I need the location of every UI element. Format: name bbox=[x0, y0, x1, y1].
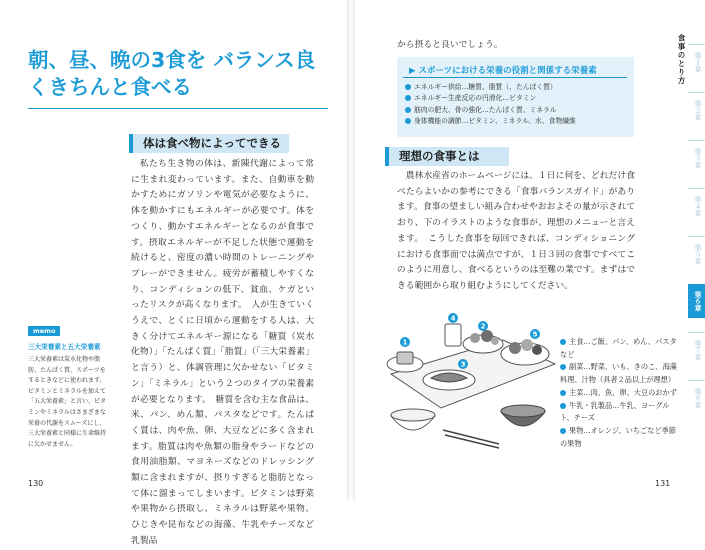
title-divider bbox=[28, 108, 328, 109]
box-divider bbox=[403, 77, 627, 78]
right-page bbox=[355, 0, 705, 500]
bullet-icon bbox=[405, 118, 411, 124]
chapter-label: 食事のとり方 bbox=[677, 34, 686, 85]
page-title: 朝、昼、晩の3食を バランス良くきちんと食べる bbox=[28, 48, 316, 99]
food-group-item: 果物…オレンジ、いちごなど季節の果物 bbox=[560, 425, 676, 448]
gutter bbox=[347, 0, 355, 500]
bullet-icon bbox=[405, 95, 411, 101]
left-page bbox=[0, 0, 347, 546]
box-title: ▶ スポーツにおける栄養の役割と関係する栄養素 bbox=[409, 66, 597, 76]
right-body-text: 農林水産省のホームページには、１日に何を、どれだけ食べたらよいかの参考にできる「食事バランスガイド」があります。食事の望ましい組み合わせやおおよその量が示されており、下のイラストのような食事が、理想のメニューと言えます。 こうした食事を毎回できれば、コンディショニングにおける食事面では満点ですが、１日３回の食事ですべてこのように用意し、食べるというのは至難の業です。まずはできる範囲から取り組むようにしてください。 bbox=[397, 171, 635, 291]
page-number-left: 130 bbox=[28, 479, 44, 488]
bullet-icon bbox=[405, 84, 411, 90]
bullet-icon bbox=[560, 390, 566, 396]
food-group-item: 牛乳・乳製品…牛乳、ヨーグルト、チーズ bbox=[560, 400, 670, 423]
box-item: 筋肉の肥大、骨の強化…たんぱく質、ミネラル bbox=[405, 105, 576, 116]
chapter-tab-8[interactable]: 第８章 bbox=[688, 380, 705, 415]
food-group-item: 主菜…肉、魚、卵、大豆のおかず bbox=[560, 387, 678, 400]
bullet-icon bbox=[560, 339, 566, 345]
marker-4: 4 bbox=[450, 314, 456, 323]
cup-icon bbox=[445, 324, 461, 346]
box-item: エネルギー供給…糖質、脂質（、たんぱく質） bbox=[405, 82, 576, 93]
carry-over-text: から摂ると良いでしょう。 bbox=[397, 40, 503, 50]
vegetable-bowl-icon bbox=[463, 330, 503, 353]
memo-tag: memo bbox=[28, 326, 60, 336]
memo-sidebar bbox=[28, 318, 106, 450]
marker-1: 1 bbox=[402, 338, 408, 347]
marker-2: 2 bbox=[480, 322, 486, 331]
chapter-tab-4[interactable]: 第４章 bbox=[688, 188, 705, 223]
nutrient-role-box bbox=[397, 57, 634, 137]
section-heading-ideal: 理想の食事とは bbox=[385, 147, 509, 166]
left-body-text: 私たち生き物の体は、新陳代謝によって常に生まれ変わっています。また、自動車を動かすためにガソリンや電気が必要なように、体を動かすにもエネルギーが必要です。体をつくり、動かすエネルギーとなるのが食事です。摂取エネルギーが不足した状態で運動を続けると、密度の濃い時間のトレーニングやプレーができません。疲労が蓄積しやすくなり、コンディションの低下、貧血、ケガといったリスクが高くなります。 人が生きていくうえで、とくに日頃から運動をする人は、大きく分けてエネルギー源になる「糖質（炭水化物）」「たんぱく質」「脂質」（「三大栄養素」と言う）と、体調管理に欠かせない「ビタミン」「ミネラル」という２つのタイプの栄養素が必要となります。 糖質を含む主な食品は、米、パン、めん類、パスタなどです。たんぱく質は、肉や魚、卵、大豆などに多く含まれます。脂質は肉や魚類の脂身やラードなどの食用油脂類、マヨネーズなどのドレッシング類に含まれますが、摂りすぎると脂肪となって体に溜まってしまいます。ビタミンは野菜や果物から摂取し、ミネラルは野菜や果物、ひじきや昆布などの海藻、牛乳やチーズなど乳製品 bbox=[131, 159, 314, 546]
bullet-icon bbox=[560, 403, 566, 409]
memo-text: 三大栄養素は炭水化物や脂肪、たんぱく質、スポーツをするときなどに使われます。ビタミンとミネラルを加えて「五大栄養素」と言い、ビタミンやミネラルはさまざまな栄養の代謝をスムーズにし、三大栄養素と同様に生命維持に欠かせません。 bbox=[28, 356, 107, 448]
chapter-tab-6-active[interactable]: 第６章 bbox=[688, 284, 705, 318]
chapter-tab-3[interactable]: 第３章 bbox=[688, 140, 705, 175]
bullet-icon bbox=[560, 364, 566, 370]
rice-bowl-icon bbox=[391, 409, 435, 430]
marker-3: 3 bbox=[460, 360, 466, 369]
chapter-tab-5[interactable]: 第５章 bbox=[688, 236, 705, 271]
chapter-tab-7[interactable]: 第７章 bbox=[688, 332, 705, 367]
section-heading-body: 体は食べ物によってできる bbox=[129, 134, 289, 153]
bullet-icon bbox=[405, 107, 411, 113]
food-group-item: 主食…ご飯、パン、めん、パスタなど bbox=[560, 337, 677, 359]
memo-heading: 三大栄養素と五大栄養素 bbox=[28, 343, 101, 351]
box-item: 身体機能の調節…ビタミン、ミネラル、水、食物繊維 bbox=[405, 116, 576, 127]
food-group-item: 副菜…野菜、いも、きのこ、海藻料理、汁物（具者２品以上が理想） bbox=[560, 362, 677, 385]
fish-plate-icon bbox=[423, 370, 475, 390]
meal-illustration bbox=[383, 312, 557, 480]
marker-5: 5 bbox=[532, 330, 538, 339]
bread-plate-icon bbox=[387, 352, 423, 372]
chapter-tab-2[interactable]: 第２章 bbox=[688, 92, 705, 127]
box-item: エネルギー生産反応の円滑化…ビタミン bbox=[405, 93, 576, 104]
chapter-tab-1[interactable]: 第１章 bbox=[688, 44, 705, 79]
chopsticks-icon bbox=[443, 430, 499, 448]
soup-bowl-icon bbox=[501, 405, 545, 426]
page-number-right: 131 bbox=[655, 479, 671, 488]
food-group-list bbox=[560, 336, 678, 450]
bullet-icon bbox=[560, 428, 566, 434]
